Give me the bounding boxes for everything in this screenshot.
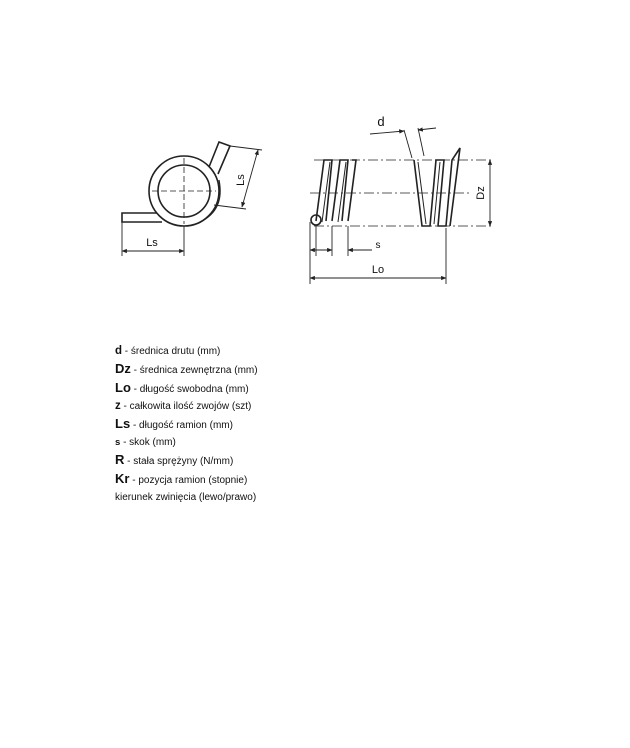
left-coil-group [316, 160, 356, 221]
spring-side-view [310, 148, 492, 226]
legend-text: - długość swobodna (mm) [130, 384, 249, 395]
legend-text: - całkowita ilość zwojów (szt) [120, 401, 252, 412]
legend [115, 343, 258, 506]
label-ls-side: Ls [235, 174, 247, 186]
legend-row-r [115, 451, 258, 470]
legend-row-direction [115, 489, 258, 506]
legend-row-kr [115, 470, 258, 489]
legend-row-lo [115, 379, 258, 398]
legend-symbol: Kr [115, 471, 130, 486]
legend-symbol: Lo [115, 380, 131, 395]
label-s: s [375, 240, 381, 251]
legend-row-d [115, 343, 258, 360]
legend-symbol: R [115, 452, 125, 467]
legend-row-dz [115, 360, 258, 379]
legend-row-s [115, 434, 258, 451]
label-lo: Lo [371, 264, 385, 276]
legend-text: - średnica drutu (mm) [122, 346, 221, 357]
legend-text: - pozycja ramion (stopnie) [129, 475, 248, 486]
label-d: d [377, 114, 385, 129]
legend-text: - długość ramion (mm) [130, 420, 233, 431]
legend-text: - średnica zewnętrzna (mm) [130, 365, 258, 376]
legend-text: - skok (mm) [120, 437, 176, 448]
label-ls-bottom: Ls [146, 237, 158, 249]
legend-text: kierunek zwinięcia (lewo/prawo) [115, 492, 257, 503]
legend-symbol: Dz [115, 361, 131, 376]
legend-symbol: s [115, 437, 121, 448]
legend-row-ls [115, 415, 258, 434]
label-dz: Dz [475, 186, 487, 200]
legend-text: - stała sprężyny (N/mm) [124, 456, 234, 467]
lower-arm [122, 213, 162, 222]
legend-row-z [115, 398, 258, 415]
dimension-d [370, 128, 436, 158]
legend-symbol: Ls [115, 416, 131, 431]
legend-symbol: z [115, 400, 121, 412]
dimension-s [310, 226, 372, 256]
legend-symbol: d [115, 345, 123, 357]
spring-end-view [122, 142, 230, 226]
